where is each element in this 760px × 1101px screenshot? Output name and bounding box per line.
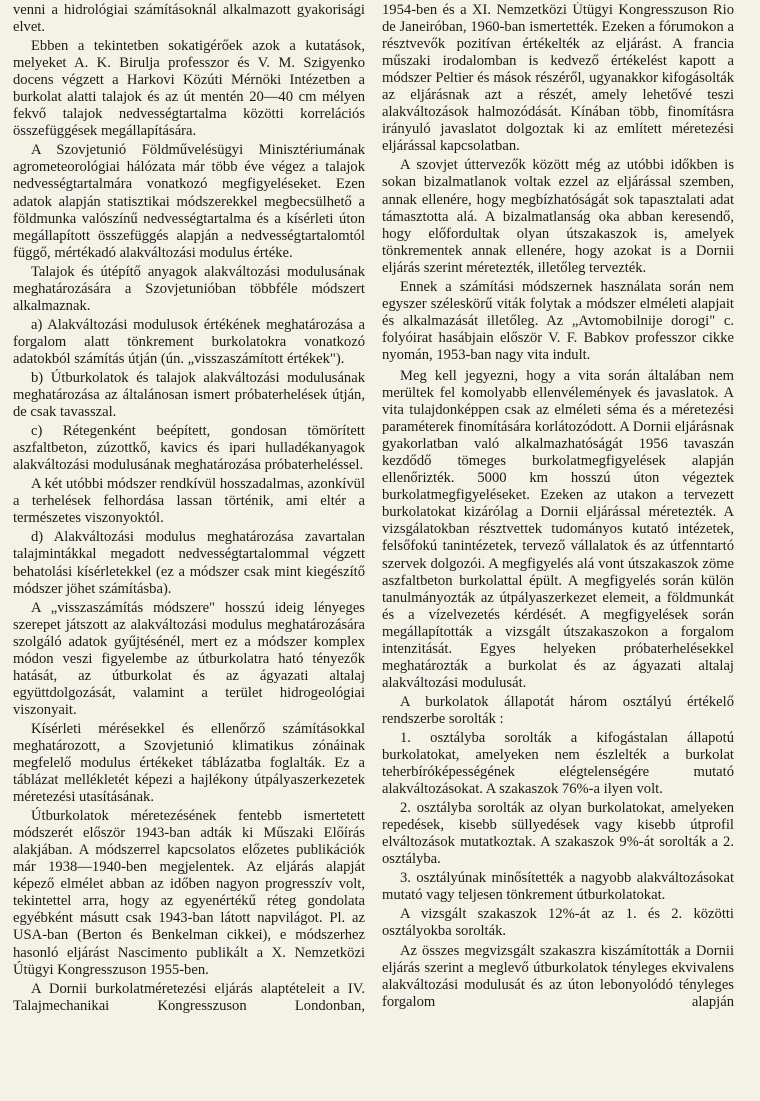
paragraph: venni a hidrológiai számításoknál alkalmazott gyakorisági elvet. — [13, 2, 365, 36]
paragraph: Útburkolatok méretezésének fentebb ismertetett módszerét először 1943-ban adták ki Műszaki Előírás alakjában. A módszerrel kapcsolatos előzetes publikációk már 1938—1940-ben megjelentek. Az eljárás alapját képező elmélet abban az időben nagyon progresszív volt, tekintettel arra, hogy az egyenértékű réteg gondolata egyébként másutt csak 1943-ban látott napvilágot. Pl. az USA-ban (Berton és Benkelman cikkei), e módszerhez hasonló eljárást Nascimento publikált a X. Nemzetközi Útügyi Kongresszuson 1955-ben. — [13, 808, 365, 978]
paragraph: 2. osztályba sorolták az olyan burkolatokat, amelyeken repedések, kisebb süllyedések vagy kisebb útprofil elváltozások mutatkoztak. A szakaszok 9%-át sorolták a 2. osztályba. — [382, 800, 734, 868]
paragraph: c) Rétegenként beépített, gondosan tömörített aszfaltbeton, zúzottkő, kavics és ipari hulladékanyagok alakváltozási modulusának meghatározása próbaterheléssel. — [13, 423, 365, 474]
paragraph: A szovjet úttervezők között még az utóbbi időkben is sokan bizalmatlanok voltak ezzel az eljárással szemben, annak ellenére, hogy megbízhatóságát sok tapasztalati adat támasztotta alá. A bizalmatlanság oka abban keresendő, hogy előfordultak olyan útszakaszok is, amelyek tönkrementek annak ellenére, hogy azokat is a Dornii eljárás szerint méretezték, illetőleg tervezték. — [382, 157, 734, 276]
paragraph: Talajok és útépítő anyagok alakváltozási modulusának meghatározására a Szovjetunióban többféle módszert alkalmaznak. — [13, 263, 365, 314]
paragraph: Meg kell jegyezni, hogy a vita során általában nem merültek fel komolyabb ellenvélemények és javaslatok. A vita tulajdonképpen csak az elméleti séma és a méretezési paraméterek finomítására korlátozódott. A Dornii eljárásnak gyakorlatban való alkalmazhatóságát 1956 tavaszán kezdődő tömeges burkolatmegfigyelések alapján ellenőrizték. 5000 km hosszú úton végeztek burkolatmegfigyeléseket. Ezeken az utakon a tervezett burkolatokat kizárólag a Dornii eljárással méretezték. A vizsgálatokban résztvettek tudományos kutató intézetek, felsőfokú tanintézetek, tervező vállalatok és az útfenntartó szervek dolgozói. A megfigyelés alá vont útszakaszok zöme aszfaltbeton burkolattal épült. A megfigyelés során külön tanulmányozták az útpályaszerkezet elemeit, a földmunkát és a vízelvezetés kérdését. A megfigyelések során megállapították a vizsgált útszakaszokon a forgalom intenzitását. Egyes helyeken próbaterhelésekkel meghatározták a burkolat és az ágyazati altalaj alakváltozási modulusát. — [382, 367, 734, 691]
paragraph: a) Alakváltozási modulusok értékének meghatározása a forgalom alatt tönkrement burkolatokra vonatkozó adatokból számítás útján (ún. „visszaszámított értékek"). — [13, 316, 365, 367]
paragraph: A Dornii burkolatméretezési eljárás alaptételeit a IV. Talajmechanikai Kongresszuson Londonban, — [13, 980, 365, 1014]
paragraph: b) Útburkolatok és talajok alakváltozási modulusának meghatározása az általánosan ismert próbaterhelések útján, de csak tavasszal. — [13, 369, 365, 421]
paragraph: Az összes megvizsgált szakaszra kiszámították a Dornii eljárás szerint a meglevő útburkolatok tényleges ekvivalens alakváltozási modulusát és az úton lebonyolódó tényleges forgalom alapján — [382, 942, 734, 1010]
paragraph: Ebben a tekintetben sokatigérőek azok a kutatások, melyeket A. K. Birulja professzor és V. M. Szigyenko docens végzett a Harkovi Közúti Mérnöki Intézetben a burkolat alatti talajok és az út mentén 20—40 cm mélyen fekvő talajok nedvességtartalma közötti korrelációs összefüggések megállapítására. — [13, 38, 365, 140]
paragraph: 3. osztályúnak minősítették a nagyobb alakváltozásokat mutató vagy teljesen tönkrement útburkolatokat. — [382, 870, 734, 904]
paragraph: 1954-ben és a XI. Nemzetközi Útügyi Kongresszuson Rio de Janeiróban, 1960-ban ismertették. Ezeken a fórumokon a résztvevők pozitívan értékelték az eljárást. A francia műszaki irodalomban is kedvező értékelést kapott a módszer Peltier és mások részéről, ugyanakkor kifogásolták az eljárásnak azt a részét, amely lehetővé teszi alakváltozások halmozódását. Kínában több, finomításra irányuló javaslatot dolgoztak ki az említett méretezési eljárással kapcsolatban. — [382, 2, 734, 155]
paragraph: A vizsgált szakaszok 12%-át az 1. és 2. közötti osztályokba sorolták. — [382, 906, 734, 940]
paragraph: Kísérleti mérésekkel és ellenőrző számításokkal meghatározott, a Szovjetunió klimatikus zónáinak megfelelő modulus értékeket táblázatba foglalták. Ez a táblázat mellékletét képezi a hajlékony útpályaszerkezetek méretezési utasításának. — [13, 720, 365, 806]
paragraph: A Szovjetunió Földművelésügyi Minisztériumának agrometeorológiai hálózata már több éve végez a talajok nedvességtartalmára vonatkozó megfigyeléseket. Ezen adatok alapján statisztikai módszerekkel megbecsülhető a földmunka valószínű nedvességtartalma és a kísérleti úton megállapított összefüggés alapján a nedvességtartalomtól függő, mértékadó alakváltozási modulus értéke. — [13, 142, 365, 261]
left-text-column — [13, 2, 365, 1101]
paragraph: d) Alakváltozási modulus meghatározása zavartalan talajmintákkal megadott nedvességtartalommal végzett behatolási kísérletekkel (ez a módszer csak mint kiegészítő módszer jöhet számításba). — [13, 529, 365, 597]
paragraph: 1. osztályba sorolták a kifogástalan állapotú burkolatokat, amelyeken nem észlelték a burkolat teherbíróképességének elégtelenségére mutató alakváltozásokat. A szakaszok 76%-a ilyen volt. — [382, 729, 734, 798]
right-text-column — [382, 2, 734, 1101]
paragraph: A két utóbbi módszer rendkívül hosszadalmas, azonkívül a terhelések felhordása lassan történik, ami eltér a természetes viszonyoktól. — [13, 476, 365, 527]
paragraph: Ennek a számítási módszernek használata során nem egyszer széleskörű viták folytak a módszer elméleti alapjait és alkalmazását illetőleg. Az „Avtomobilnije dorogi" c. folyóirat hasábjain először V. F. Babkov professzor cikke nyomán, 1953-ban nagy vita indult. — [382, 278, 734, 363]
paragraph: A „visszaszámítás módszere" hosszú ideig lényeges szerepet játszott az alakváltozási modulus meghatározására szolgáló adatok gyűjtésénél, mert ez a módszer komplex módon veszi figyelembe az útburkolatra ható tényezők hatását, az útburkolat és az ágyazati altalaj együttdolgozását, valamint a terület hidrogeológiai viszonyait. — [13, 599, 365, 718]
paragraph: A burkolatok állapotát három osztályú értékelő rendszerbe sorolták : — [382, 693, 734, 727]
